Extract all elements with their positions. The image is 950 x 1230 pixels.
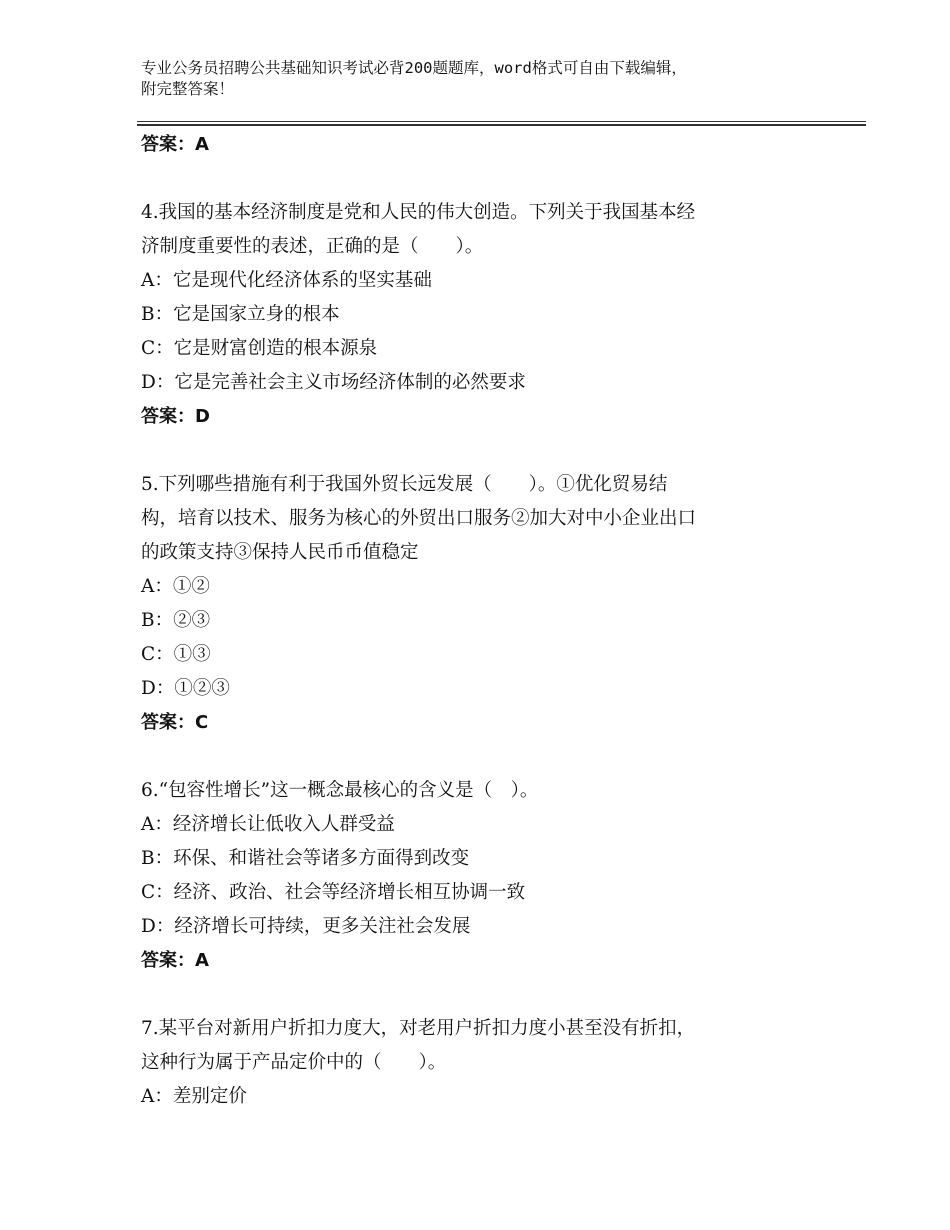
option-b: B：环保、和谐社会等诸多方面得到改变 [141, 848, 470, 869]
option-c: C：它是财富创造的根本源泉 [141, 338, 378, 359]
option-a: A：它是现代化经济体系的坚实基础 [141, 270, 432, 291]
option-b: B：它是国家立身的根本 [141, 304, 340, 325]
question-stem [141, 774, 841, 808]
option-b: B：②③ [141, 610, 211, 631]
document-header [141, 58, 821, 100]
question-stem [141, 468, 841, 570]
question-5 [141, 468, 841, 740]
option-c: C：①③ [141, 644, 211, 665]
question-stem [141, 1012, 841, 1080]
question-list [141, 128, 841, 1114]
answer-label: 答案：D [141, 406, 210, 427]
stem-line: 4.我国的基本经济制度是党和人民的伟大创造。下列关于我国基本经 [141, 202, 696, 223]
option-d: D：经济增长可持续，更多关注社会发展 [141, 916, 471, 937]
option-a: A：①② [141, 576, 210, 597]
stem-line: 这种行为属于产品定价中的（ ）。 [141, 1052, 447, 1073]
option-d: D：它是完善社会主义市场经济体制的必然要求 [141, 372, 526, 393]
question-6 [141, 774, 841, 978]
header-line-2: 附完整答案！ [141, 80, 235, 98]
question-7 [141, 1012, 841, 1114]
header-rule-thin [137, 121, 866, 122]
question-stem [141, 196, 841, 264]
stem-line: 7.某平台对新用户折扣力度大，对老用户折扣力度小甚至没有折扣， [141, 1018, 696, 1039]
stem-line: 的政策支持③保持人民币币值稳定 [141, 542, 419, 563]
option-c: C：经济、政治、社会等经济增长相互协调一致 [141, 882, 526, 903]
header-rule-thick [137, 124, 866, 126]
option-a: A：差别定价 [141, 1086, 247, 1107]
stem-line: 6.“包容性增长”这一概念最核心的含义是（ ）。 [141, 780, 539, 801]
stem-line: 构，培育以技术、服务为核心的外贸出口服务②加大对中小企业出口 [141, 508, 697, 529]
header-line-1: 专业公务员招聘公共基础知识考试必背200题题库，word格式可自由下载编辑， [141, 59, 687, 77]
answer-label: 答案：C [141, 712, 209, 733]
stem-line: 5.下列哪些措施有利于我国外贸长远发展（ ）。①优化贸易结 [141, 474, 668, 495]
option-d: D：①②③ [141, 678, 230, 699]
stem-line: 济制度重要性的表述，正确的是（ ）。 [141, 236, 484, 257]
answer-label: 答案：A [141, 950, 209, 971]
option-a: A：经济增长让低收入人群受益 [141, 814, 395, 835]
question-4 [141, 196, 841, 434]
answer-label: 答案：A [141, 134, 209, 155]
